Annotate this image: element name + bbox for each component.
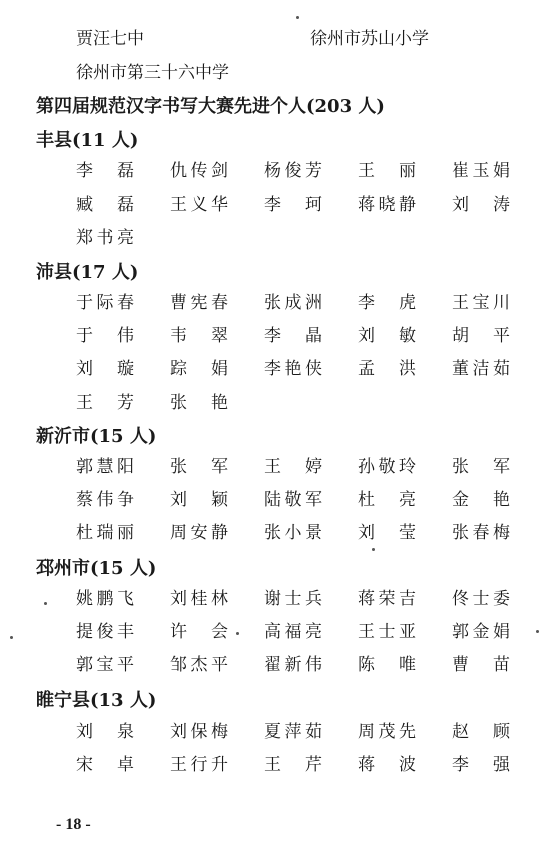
person-name: 李 虎 — [358, 293, 416, 313]
person-name: 曹 苗 — [452, 655, 510, 675]
person-name: 王 芹 — [264, 755, 322, 775]
person-name: 周茂先 — [358, 722, 416, 742]
person-name: 于际春 — [76, 293, 134, 313]
person-name: 佟士委 — [452, 589, 510, 609]
name-row — [0, 619, 550, 645]
person-name: 张 军 — [452, 457, 510, 477]
person-name: 张 军 — [170, 457, 228, 477]
school-name: 贾汪七中 — [76, 29, 144, 49]
person-name: 王 芳 — [76, 393, 134, 413]
person-name: 谢士兵 — [264, 589, 322, 609]
person-name: 夏萍茹 — [264, 722, 322, 742]
person-name: 刘 璇 — [76, 359, 134, 379]
person-name: 刘 颖 — [170, 490, 228, 510]
name-row — [0, 290, 550, 316]
person-name: 王士亚 — [358, 622, 416, 642]
person-name: 张 艳 — [170, 393, 228, 413]
person-name: 崔玉娟 — [452, 161, 510, 181]
name-row — [0, 356, 550, 382]
person-name: 周安静 — [170, 523, 228, 543]
person-name: 许 会 — [170, 622, 228, 642]
school-name: 徐州市苏山小学 — [310, 29, 429, 49]
person-name: 曹宪春 — [170, 293, 228, 313]
name-row — [0, 225, 550, 251]
person-name: 蒋晓静 — [358, 195, 416, 215]
person-name: 李 强 — [452, 755, 510, 775]
person-name: 张成洲 — [264, 293, 322, 313]
person-name: 胡 平 — [452, 326, 510, 346]
scan-speck — [372, 548, 375, 551]
person-name: 郭宝平 — [76, 655, 134, 675]
person-name: 刘 莹 — [358, 523, 416, 543]
person-name: 李 珂 — [264, 195, 322, 215]
name-row — [0, 192, 550, 218]
person-name: 李 磊 — [76, 161, 134, 181]
person-name: 蒋荣吉 — [358, 589, 416, 609]
person-name: 蒋 波 — [358, 755, 416, 775]
person-name: 踪 娟 — [170, 359, 228, 379]
name-row — [0, 454, 550, 480]
scan-speck — [44, 602, 47, 605]
section-title: 第四届规范汉字书写大赛先进个人(203 人) — [36, 96, 385, 117]
group-title: 睢宁县(13 人) — [36, 690, 157, 711]
person-name: 翟新伟 — [264, 655, 322, 675]
person-name: 杜 亮 — [358, 490, 416, 510]
person-name: 杜瑞丽 — [76, 523, 134, 543]
person-name: 张春梅 — [452, 523, 510, 543]
person-name: 王 丽 — [358, 161, 416, 181]
person-name: 高福亮 — [264, 622, 322, 642]
person-name: 郭金娟 — [452, 622, 510, 642]
person-name: 赵 顾 — [452, 722, 510, 742]
person-name: 邹杰平 — [170, 655, 228, 675]
person-name: 刘 涛 — [452, 195, 510, 215]
person-name: 刘 泉 — [76, 722, 134, 742]
person-name: 蔡伟争 — [76, 490, 134, 510]
person-name: 刘 敏 — [358, 326, 416, 346]
person-name: 张小景 — [264, 523, 322, 543]
scan-speck — [296, 16, 299, 19]
person-name: 杨俊芳 — [264, 161, 322, 181]
name-row — [0, 652, 550, 678]
person-name: 臧 磊 — [76, 195, 134, 215]
person-name: 董洁茹 — [452, 359, 510, 379]
person-name: 陆敬军 — [264, 490, 322, 510]
name-row — [0, 586, 550, 612]
person-name: 王义华 — [170, 195, 228, 215]
person-name: 刘桂林 — [170, 589, 228, 609]
name-row — [0, 158, 550, 184]
person-name: 李艳侠 — [264, 359, 322, 379]
name-row — [0, 752, 550, 778]
person-name: 李 晶 — [264, 326, 322, 346]
person-name: 孟 洪 — [358, 359, 416, 379]
name-row — [0, 520, 550, 546]
person-name: 提俊丰 — [76, 622, 134, 642]
person-name: 郑书亮 — [76, 228, 134, 248]
person-name: 王 婷 — [264, 457, 322, 477]
name-row — [0, 390, 550, 416]
group-title: 邳州市(15 人) — [36, 558, 157, 579]
person-name: 金 艳 — [452, 490, 510, 510]
scan-speck — [536, 630, 539, 633]
person-name: 郭慧阳 — [76, 457, 134, 477]
group-title: 丰县(11 人) — [36, 130, 139, 151]
group-title: 新沂市(15 人) — [36, 426, 157, 447]
person-name: 韦 翠 — [170, 326, 228, 346]
name-row — [0, 323, 550, 349]
scan-speck — [236, 632, 239, 635]
person-name: 孙敬玲 — [358, 457, 416, 477]
person-name: 仇传剑 — [170, 161, 228, 181]
person-name: 刘保梅 — [170, 722, 228, 742]
person-name: 王宝川 — [452, 293, 510, 313]
person-name: 姚鹏飞 — [76, 589, 134, 609]
group-title: 沛县(17 人) — [36, 262, 139, 283]
person-name: 王行升 — [170, 755, 228, 775]
page-number: - 18 - — [56, 816, 91, 833]
school-name: 徐州市第三十六中学 — [76, 63, 229, 83]
person-name: 陈 唯 — [358, 655, 416, 675]
name-row — [0, 487, 550, 513]
name-row — [0, 719, 550, 745]
person-name: 于 伟 — [76, 326, 134, 346]
scan-speck — [10, 636, 13, 639]
person-name: 宋 卓 — [76, 755, 134, 775]
